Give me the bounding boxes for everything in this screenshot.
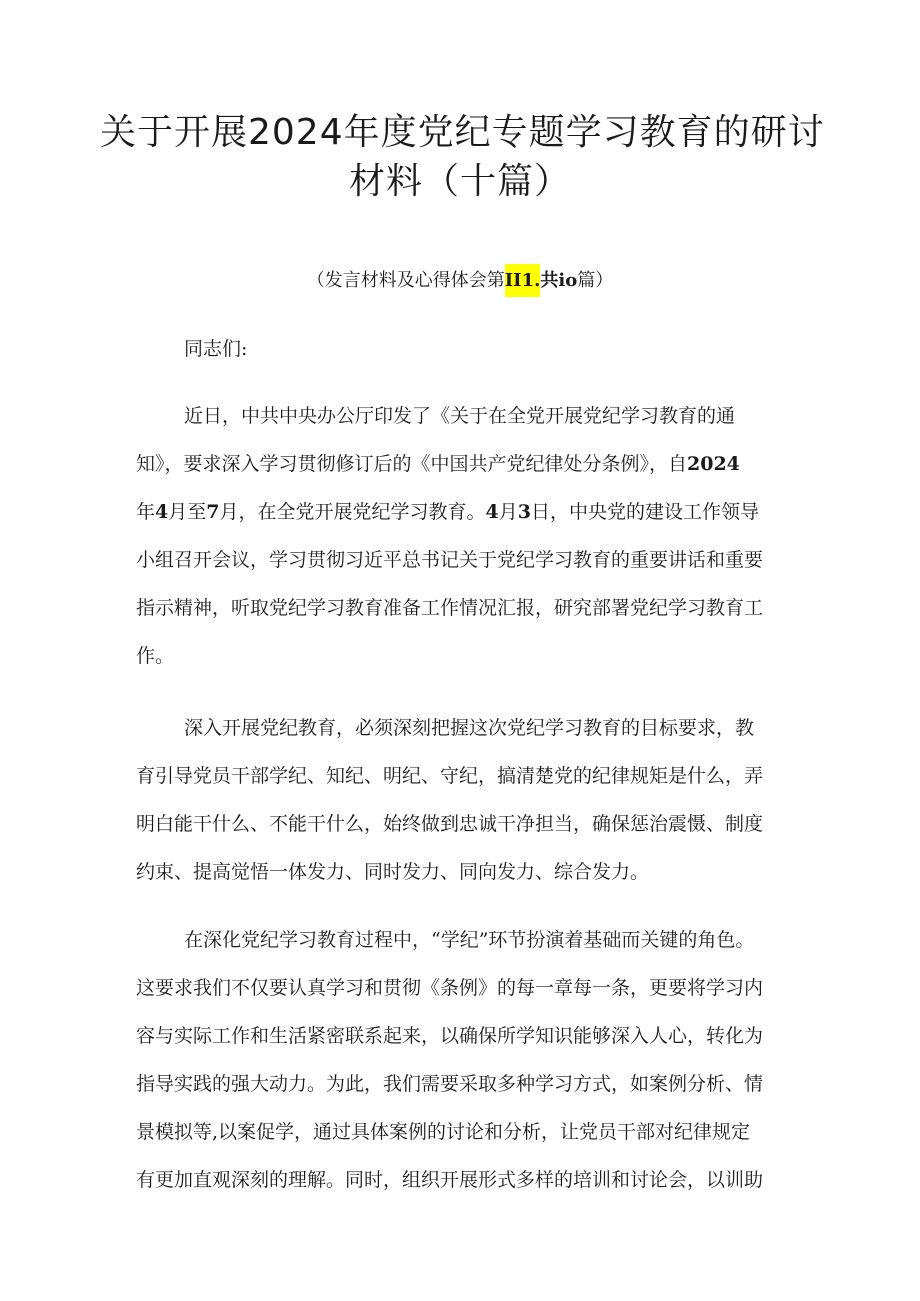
paragraph-3-line-2: 这要求我们不仅要认真学习和贯彻《条例》的每一章每一条，更要将学习内 — [136, 977, 764, 999]
paragraph-1-line-2 — [136, 448, 796, 480]
document-title-line-2: 材料（十篇） — [348, 161, 571, 202]
paragraph-1-line-4: 小组召开会议，学习贯彻习近平总书记关于党纪学习教育的重要讲话和重要 — [136, 549, 764, 571]
p1-l3-a: 年 — [136, 501, 156, 523]
greeting: 同志们: — [184, 338, 248, 360]
subtitle-suffix-2: 篇） — [577, 270, 614, 291]
paragraph-3-line-3: 容与实际工作和生活紧密联系起来，以确保所学知识能够深入人心，转化为 — [136, 1025, 764, 1047]
paragraph-3-line-6: 有更加直观深刻的理解。同时，组织开展形式多样的培训和讨论会，以训助 — [136, 1169, 764, 1191]
subtitle-prefix: （发言材料及心得体会第 — [306, 270, 505, 291]
p1-l3-g: 月 — [498, 501, 518, 523]
paragraph-1-line-3 — [136, 496, 796, 528]
p1-l3-b: 4 — [155, 501, 169, 523]
paragraph-2-line-4: 约束、提高觉悟一体发力、同时发力、同向发力、综合发力。 — [136, 861, 650, 883]
subtitle-suffix-1: 共 — [540, 270, 559, 291]
paragraph-2-line-3: 明白能干什么、不能干什么，始终做到忠诚干净担当，确保惩治震慑、制度 — [136, 813, 764, 835]
paragraph-2-line-2: 育引导党员干部学纪、知纪、明纪、守纪，搞清楚党的纪律规矩是什么，弄 — [136, 765, 764, 787]
p1-l3-c: 月至 — [168, 501, 207, 523]
p1-l2-text: 知》，要求深入学习贯彻修订后的《中国共产党纪律处分条例》，自 — [136, 453, 688, 475]
paragraph-1-line-5: 指示精神，听取党纪学习教育准备工作情况汇报，研究部署党纪学习教育工 — [136, 597, 764, 619]
p1-l3-i: 日，中央党的建设工作领导 — [531, 501, 760, 523]
p1-l3-d: 7 — [206, 501, 220, 523]
paragraph-2-line-1: 深入开展党纪教育，必须深刻把握这次党纪学习教育的目标要求，教 — [184, 717, 755, 739]
paragraph-1-line-6: 作。 — [136, 645, 175, 667]
p1-l3-h: 3 — [517, 501, 531, 523]
p1-l3-e: 月，在全党开展党纪学习教育。 — [219, 501, 486, 523]
paragraph-1-line-1: 近日，中共中央办公厅印发了《关于在全党开展党纪学习教育的通 — [184, 405, 736, 427]
paragraph-3-line-1: 在深化党纪学习教育过程中，“学纪”环节扮演着基础而关键的角色。 — [184, 929, 755, 951]
p1-l2-year: 2024 — [687, 453, 740, 475]
p1-l3-f: 4 — [485, 501, 499, 523]
document-subtitle — [120, 265, 800, 297]
document-title-line-1: 关于开展2024年度党纪专题学习教育的研讨 — [100, 112, 825, 153]
subtitle-highlight: II1. — [505, 264, 541, 297]
subtitle-bold: io — [558, 270, 578, 291]
paragraph-3-line-5: 景模拟等,以案促学，通过具体案例的讨论和分析，让党员干部对纪律规定 — [136, 1121, 751, 1143]
paragraph-3-line-4: 指导实践的强大动力。为此，我们需要采取多种学习方式，如案例分析、情 — [136, 1073, 764, 1095]
